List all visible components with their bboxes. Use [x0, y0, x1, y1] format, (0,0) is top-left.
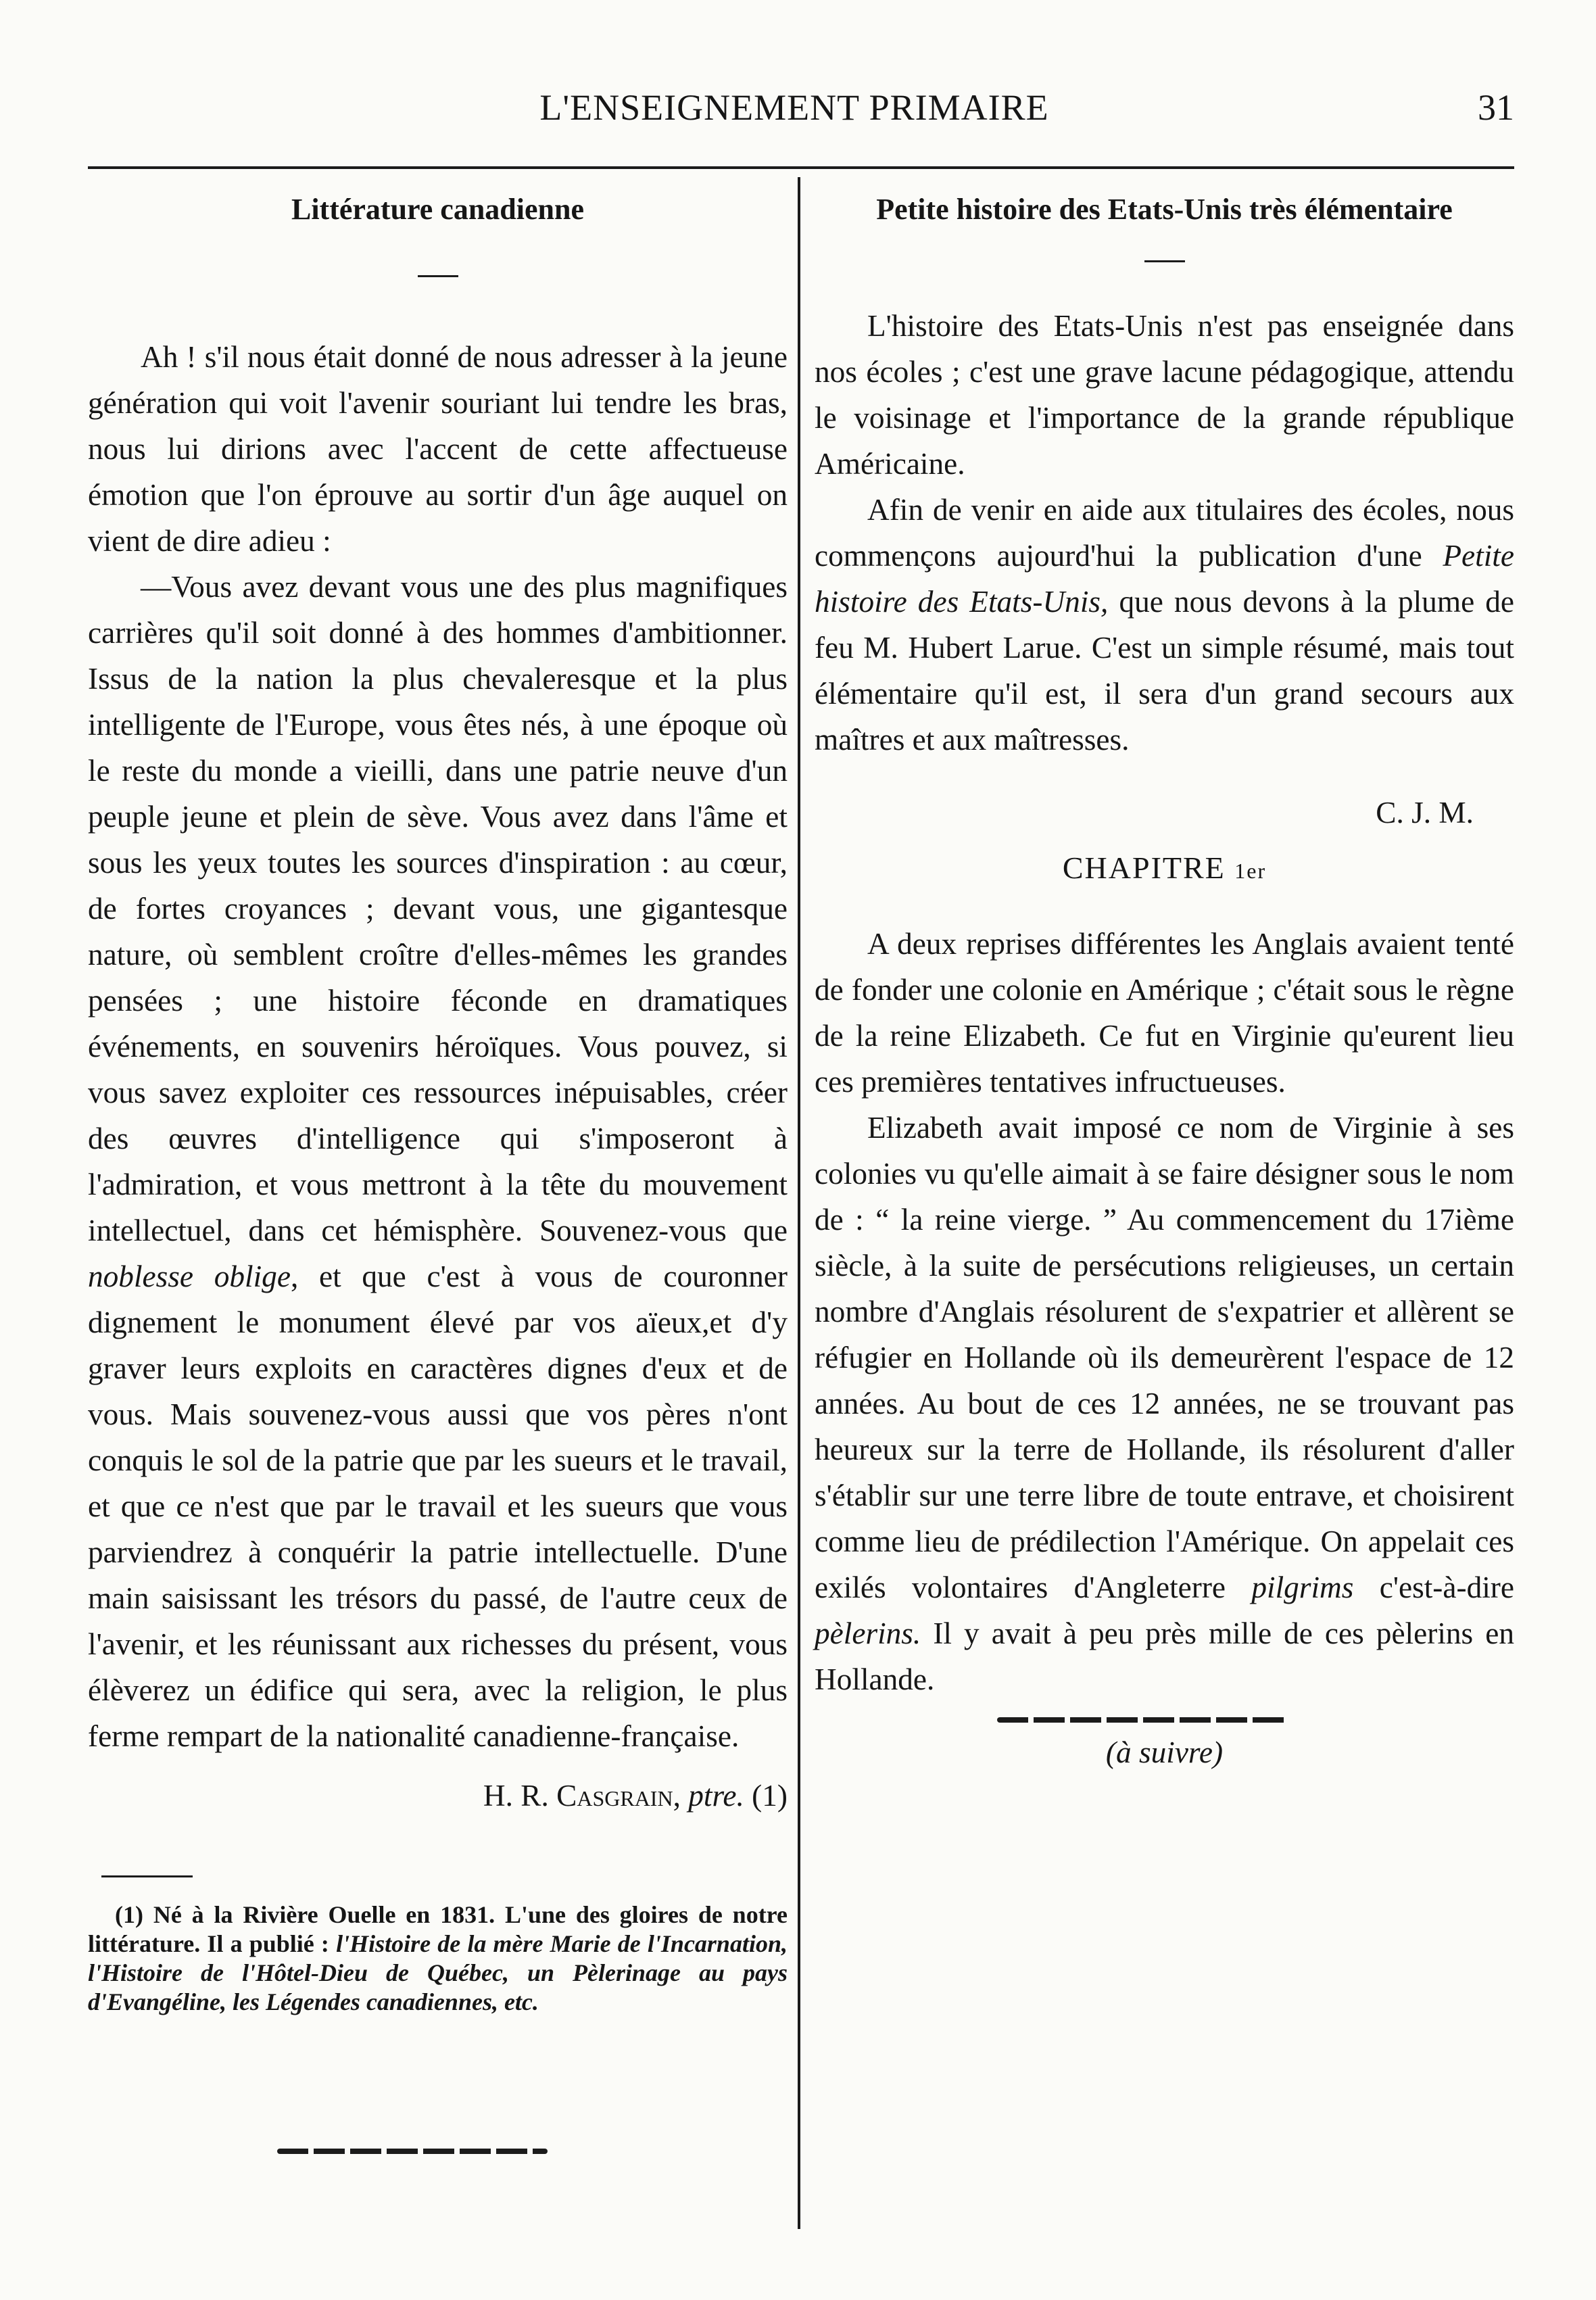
title-dash: [418, 275, 458, 277]
title-dash: [1144, 260, 1185, 262]
footnote: [88, 1900, 788, 2017]
emphasis-noblesse: noblesse oblige: [88, 1260, 291, 1293]
emphasis-title: Petite histoire des Etats-Unis,: [815, 539, 1514, 619]
footnote-works: l'Histoire de la mère Marie de l'Incarnation, l'Histoire de l'Hôtel-Dieu de Québec, un Pèlerinage au pays d'Evangéline, les Légendes canadiennes, etc.: [88, 1930, 788, 2015]
to-be-continued: (à suivre): [1105, 1735, 1224, 1769]
footnote-text: (1) Né à la Rivière Ouelle en 1831. L'une des gloires de notre littérature. Il a publié :: [88, 1901, 788, 1957]
paragraph-text: , et que c'est à vous de couronner dignement le monument élevé par vos aïeux,et d'y graver leurs exploits en caractères dignes d'eux et de vous. Mais souvenez-vous aussi que vos pères n'ont conquis le sol de la patrie que par les sueurs et le travail, et que ce n'est que par le travail et les sueurs que vous parviendrez à conquérir la patrie intellectuelle. D'une main saisissant les trésors du passé, de l'autre ceux de l'avenir, et les réunissant aux richesses du présent, vous élèverez un édifice qui sera, avec la religion, le plus ferme rempart de la nationalité canadienne-française.: [88, 1260, 788, 1753]
header-rule: [88, 166, 1514, 169]
emphasis-pilgrims: pilgrims: [1251, 1571, 1354, 1604]
chapter-number: 1er: [1234, 859, 1267, 883]
left-column: [88, 193, 788, 2017]
paragraph-text: —Vous avez devant vous une des plus magnifiques carrières qu'il soit donné à des hommes d'ambitionner. Issus de la nation la plus chevaleresque et la plus intelligente de l'Europe, vous êtes nés, à une époque où le reste du monde a vieilli, dans une patrie neuve d'un peuple jeune et plein de sève. Vous avez dans l'âme et sous les yeux toutes les sources d'inspiration : au cœur, de fortes croyances ; devant vous, une gigantesque nature, où semblent croître d'elles-mêmes les grandes pensées ; une histoire féconde en dramatiques événements, en souvenirs héroïques. Vous pouvez, si vous savez exploiter ces ressources inépuisables, créer des œuvres d'intelligence qui s'imposeront à l'admiration, et vous mettront à la tête du mouvement intellectuel, dans cet hémisphère. Souvenez-vous que: [88, 570, 788, 1247]
emphasis-pelerins: pèlerins.: [815, 1616, 921, 1650]
signature-initials: H. R.: [483, 1779, 557, 1813]
signature-note-ref: (1): [744, 1779, 788, 1813]
paragraph-text: Elizabeth avait imposé ce nom de Virginie à ses colonies vu qu'elle aimait à se faire désigner sous le nom de : “ la reine vierge. ” Au commencement du 17ième siècle, à la suite de persécutions religieuses, un certain nombre d'Anglais résolurent de s'expatrier et allèrent se réfugier en Hollande où ils demeurèrent l'espace de 12 années. Au bout de ces 12 années, ne se trouvant pas heureux sur la terre de Hollande, ils résolurent d'aller s'établir sur une terre libre de toute entrave, et choisirent comme lieu de prédilection l'Amérique. On appelait ces exilés volontaires d'Angleterre: [815, 1111, 1514, 1604]
paragraph-publication: [815, 487, 1514, 763]
paragraph-text: Il y avait à peu près mille de ces pèlerins en Hollande.: [815, 1616, 1514, 1696]
column-divider: [798, 177, 800, 2229]
editor-initials: C. J. M.: [1376, 796, 1474, 830]
article-title-histoire: Petite histoire des Etats-Unis très élémentaire: [876, 193, 1453, 226]
article-title-litterature: Littérature canadienne: [291, 193, 585, 226]
page-header: [74, 87, 1514, 141]
paragraph-intro: L'histoire des Etats-Unis n'est pas enseignée dans nos écoles ; c'est une grave lacune pédagogique, attendu le voisinage et l'importance de la grande république Américaine.: [815, 309, 1514, 481]
right-column: [815, 193, 1514, 1775]
chapter-label: CHAPITRE: [1062, 850, 1235, 885]
signature-title: ptre.: [688, 1779, 744, 1813]
paragraph-text: que nous devons à la plume de feu M. Hubert Larue. C'est un simple résumé, mais tout élémentaire qu'il est, il sera d'un grand secours aux maîtres et aux maîtresses.: [815, 585, 1515, 757]
chapter-heading: [815, 845, 1514, 894]
page-number: 31: [1478, 87, 1514, 128]
running-title: L'ENSEIGNEMENT PRIMAIRE: [539, 87, 1049, 128]
ornament-rule-left: [277, 2149, 548, 2154]
paragraph-pilgrims: [815, 1105, 1514, 1702]
paragraph-text: c'est-à-dire: [1353, 1571, 1514, 1604]
paragraph-intro: Ah ! s'il nous était donné de nous adresser à la jeune génération qui voit l'avenir souriant lui tendre les bras, nous lui dirions avec l'accent de cette affectueuse émotion que l'on éprouve au sortir d'un âge auquel on vient de dire adieu :: [88, 340, 788, 558]
paragraph-address: [88, 564, 788, 1759]
ornament-rule-right: [997, 1717, 1288, 1723]
paragraph-colonies: A deux reprises différentes les Anglais avaient tenté de fonder une colonie en Amérique ; c'était sous le règne de la reine Elizabeth. Ce fut en Virginie qu'eurent lieu ces premières tentatives infructueuses.: [815, 927, 1514, 1099]
footnote-rule: [101, 1875, 193, 1877]
signature-separator: ,: [673, 1779, 689, 1813]
signature-name: Casgrain: [556, 1779, 673, 1813]
paragraph-text: Afin de venir en aide aux titulaires des écoles, nous commençons aujourd'hui la publication d'une: [815, 493, 1514, 573]
author-signature: [88, 1773, 788, 1819]
